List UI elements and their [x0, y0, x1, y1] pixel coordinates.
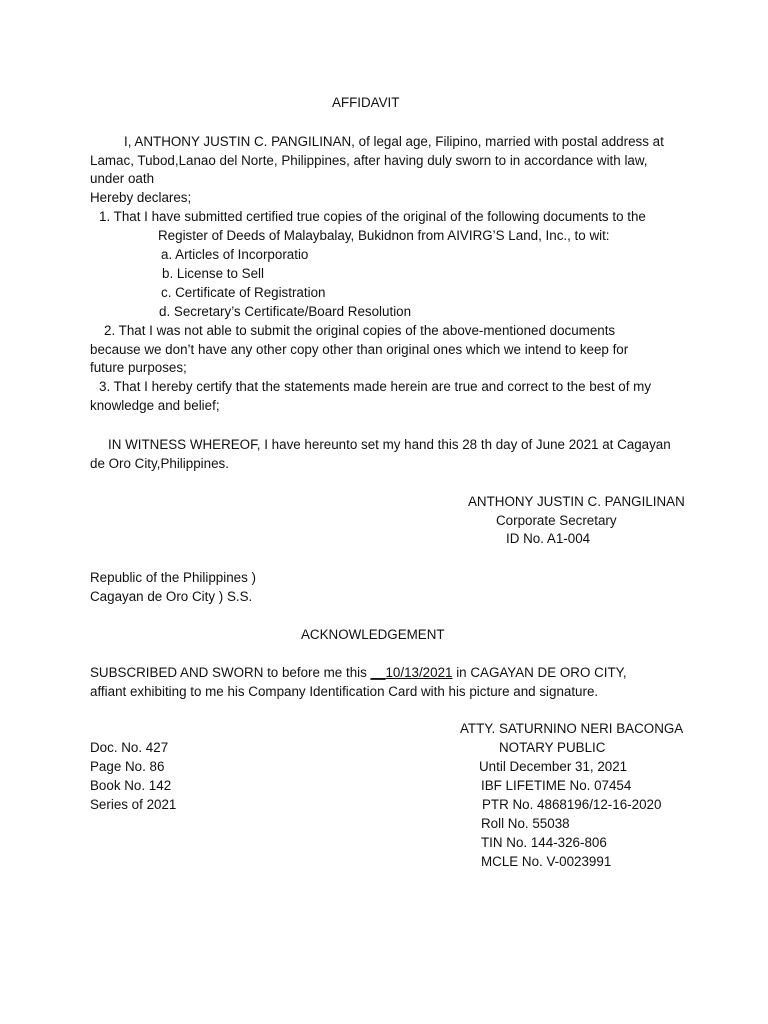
sub-item-c: c. Certificate of Registration [161, 285, 326, 300]
signatory-position: Corporate Secretary [496, 513, 617, 528]
notary-ptr: PTR No. 4868196/12-16-2020 [482, 797, 662, 812]
notary-name: ATTY. SATURNINO NERI BACONGA [460, 721, 684, 736]
notary-title: NOTARY PUBLIC [499, 740, 606, 755]
declares-line: Hereby declares; [90, 190, 192, 205]
item-2-line-1: 2. That I was not able to submit the original copies of the above-mentioned documents [104, 323, 616, 338]
item-2-line-2: because we don’t have any other copy other than original ones which we intend to keep for [90, 342, 629, 357]
notary-tin: TIN No. 144-326-806 [481, 835, 607, 850]
venue-line-1: Republic of the Philippines ) [90, 570, 256, 585]
sub-item-d: d. Secretary’s Certificate/Board Resolution [159, 304, 412, 319]
notary-mcle: MCLE No. V-0023991 [481, 854, 612, 869]
sub-item-b: b. License to Sell [162, 266, 264, 281]
doc-number: Doc. No. 427 [90, 740, 169, 755]
witness-line-1: IN WITNESS WHEREOF, I have hereunto set my hand this 28 th day of June 2021 at Cagayan [108, 437, 671, 452]
series-year: Series of 2021 [90, 797, 177, 812]
notary-roll: Roll No. 55038 [481, 816, 570, 831]
notary-ibf: IBF LIFETIME No. 07454 [481, 778, 632, 793]
jurat-date: 10/13/2021 [385, 665, 453, 680]
acknowledgement-title: ACKNOWLEDGEMENT [301, 627, 445, 642]
intro-line-3: under oath [90, 171, 155, 186]
venue-line-2: Cagayan de Oro City ) S.S. [90, 589, 253, 604]
item-3-line-2: knowledge and belief; [90, 398, 220, 413]
signatory-name: ANTHONY JUSTIN C. PANGILINAN [468, 494, 685, 509]
item-1-line-2: Register of Deeds of Malaybalay, Bukidnon from AIVIRG’S Land, Inc., to wit: [158, 228, 610, 243]
signatory-id: ID No. A1-004 [506, 531, 591, 546]
item-2-line-3: future purposes; [90, 360, 187, 375]
notary-until: Until December 31, 2021 [479, 759, 628, 774]
intro-line-2: Lamac, Tubod,Lanao del Norte, Philippines, after having duly sworn to in accordance with law, [90, 153, 648, 168]
jurat-line-2: affiant exhibiting to me his Company Identification Card with his picture and signature. [90, 684, 599, 699]
jurat-suffix: in CAGAYAN DE ORO CITY, [452, 665, 627, 680]
jurat-prefix: SUBSCRIBED AND SWORN to before me this [90, 665, 371, 680]
jurat-blank: __ [370, 665, 386, 680]
witness-line-2: de Oro City,Philippines. [90, 456, 229, 471]
page-number: Page No. 86 [90, 759, 165, 774]
intro-line-1: I, ANTHONY JUSTIN C. PANGILINAN, of legal age, Filipino, married with postal address at [124, 134, 664, 149]
item-3-line-1: 3. That I hereby certify that the statements made herein are true and correct to the best of my [99, 379, 652, 394]
jurat-line-1 [90, 664, 627, 682]
document-title: AFFIDAVIT [332, 95, 400, 110]
item-1-line-1: 1. That I have submitted certified true copies of the original of the following documents to the [99, 209, 646, 224]
sub-item-a: a. Articles of Incorporatio [161, 247, 309, 262]
book-number: Book No. 142 [90, 778, 172, 793]
